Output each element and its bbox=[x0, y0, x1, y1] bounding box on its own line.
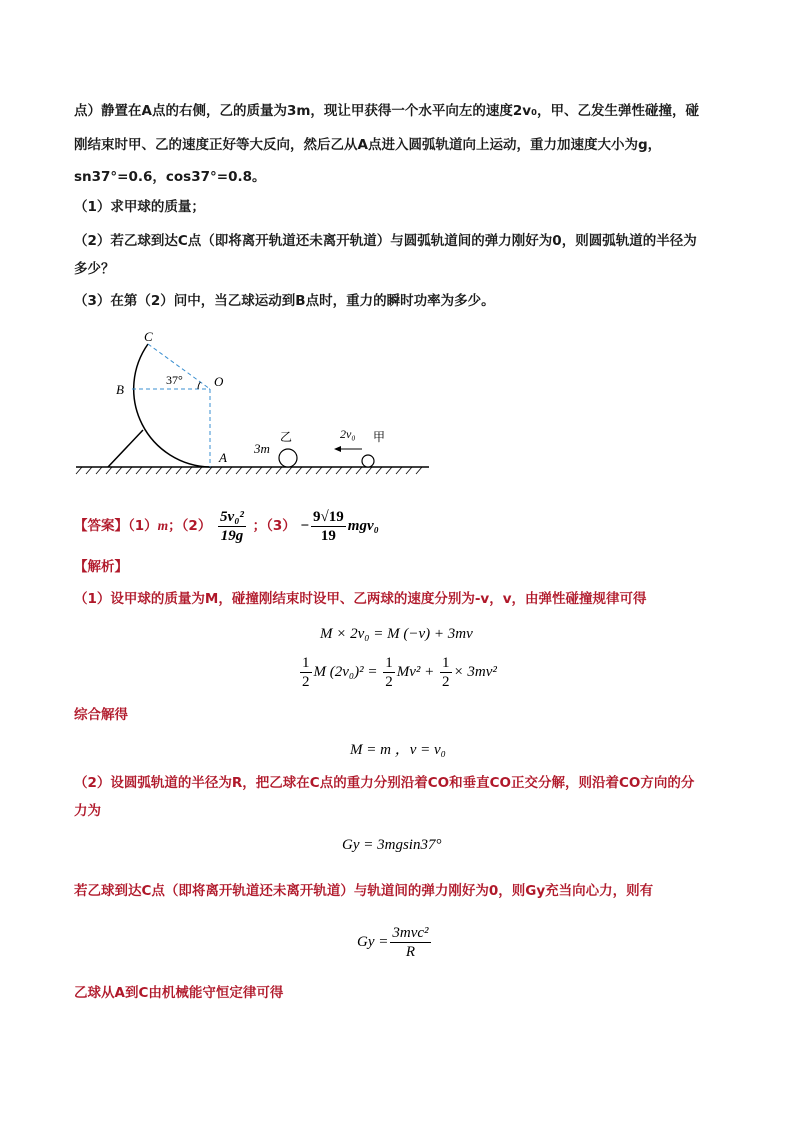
problem-line-2: 刚结束时甲、乙的速度正好等大反向，然后乙从A点进入圆弧轨道向上运动，重力加速度大小为g， bbox=[74, 137, 662, 153]
label-B: B bbox=[116, 382, 124, 397]
equation-2: $\frac{1}{2}$ M (2v₀)² = $\frac{1}{2}$ Mv² + $\frac{1}{2}$ × 3mv² bbox=[302, 655, 497, 690]
answer-1-value: m bbox=[157, 517, 169, 533]
ball-yi bbox=[279, 449, 297, 467]
physics-diagram bbox=[74, 322, 434, 482]
equation-4: Gy = 3mgsin37° bbox=[342, 837, 442, 853]
equation-1: M × 2v₀ = M (−v) + 3mv bbox=[320, 626, 473, 642]
analysis-step-3-line-2: 力为 bbox=[74, 803, 101, 819]
angle-label: 37° bbox=[166, 373, 183, 387]
answer-part-3: ；（3） bbox=[252, 517, 296, 534]
label-O: O bbox=[214, 374, 224, 389]
answer-part-2: ；（2） bbox=[168, 517, 212, 534]
answer-tag: 【答案】 bbox=[74, 517, 128, 534]
mass-label: 3m bbox=[254, 441, 270, 456]
angle-arc bbox=[198, 382, 200, 389]
ball-jia bbox=[362, 455, 374, 467]
analysis-step-4: 若乙球到达C点（即将离开轨道还未离开轨道）与轨道间的弹力刚好为0，则Gy充当向心力，则有 bbox=[74, 883, 654, 899]
ball-jia-label: 甲 bbox=[373, 430, 386, 444]
answer-line bbox=[74, 508, 379, 545]
arc-track bbox=[134, 344, 210, 467]
question-1: （1）求甲球的质量； bbox=[74, 199, 205, 215]
label-C: C bbox=[144, 329, 153, 344]
analysis-tag: 【解析】 bbox=[74, 559, 128, 575]
velocity-label: 2v₀ bbox=[340, 427, 356, 441]
question-2-line-2: 多少？ bbox=[74, 261, 115, 277]
analysis-step-3-line-1: （2）设圆弧轨道的半径为R，把乙球在C点的重力分别沿着CO和垂直CO正交分解，则沿着CO方向的分 bbox=[74, 775, 695, 791]
label-A: A bbox=[219, 450, 227, 465]
arrow-head bbox=[334, 446, 341, 452]
analysis-step-1: （1）设甲球的质量为M，碰撞刚结束时设甲、乙两球的速度分别为-v，v，由弹性碰撞规律可得 bbox=[74, 591, 647, 607]
equation-5: Gy = $\frac{\text{3mvc²}}{R}$ bbox=[357, 925, 429, 960]
problem-line-1: 点）静置在A点的右侧，乙的质量为3m，现让甲获得一个水平向左的速度2v₀，甲、乙发生弹性碰撞，碰 bbox=[74, 103, 700, 119]
support-strut bbox=[108, 430, 143, 467]
question-2-line-1: （2）若乙球到达C点（即将离开轨道还未离开轨道）与圆弧轨道间的弹力刚好为0，则圆弧轨道的半径为 bbox=[74, 233, 697, 249]
equation-3: M = m ，v = v₀ bbox=[350, 742, 446, 758]
analysis-step-5: 乙球从A到C由机械能守恒定律可得 bbox=[74, 985, 284, 1001]
answer-2-fraction: $\frac{\text{5v₀²}}{19g}$ bbox=[220, 509, 244, 544]
ground-hatching bbox=[76, 467, 422, 474]
analysis-step-2: 综合解得 bbox=[74, 707, 128, 723]
problem-line-3: sn37°=0.6，cos37°=0.8。 bbox=[74, 169, 266, 185]
ball-yi-label: 乙 bbox=[280, 430, 293, 444]
question-3: （3）在第（2）问中，当乙球运动到B点时，重力的瞬时功率为多少。 bbox=[74, 293, 495, 309]
answer-3-expression: − $\frac{9√19}{19}$ mgv₀ bbox=[300, 509, 379, 544]
answer-part-1: （1） bbox=[128, 517, 158, 534]
